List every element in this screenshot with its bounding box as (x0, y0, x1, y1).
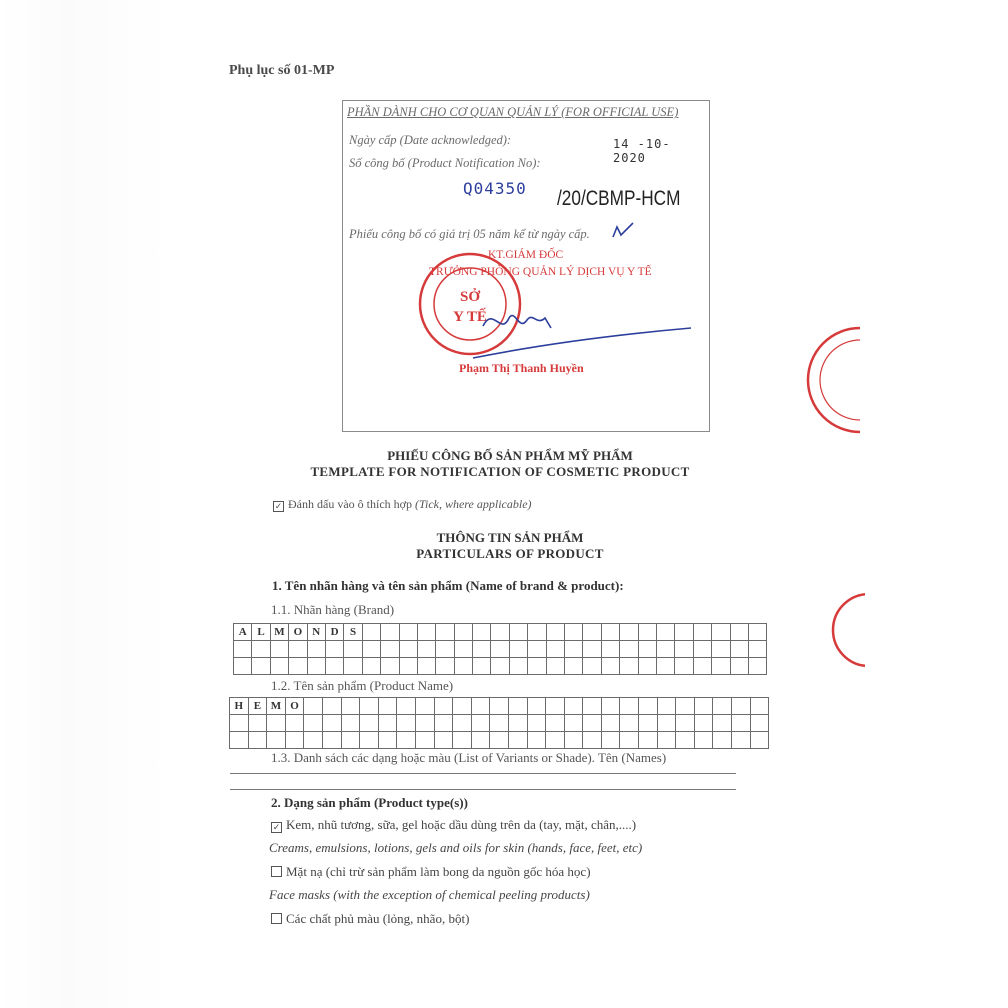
official-header: PHẦN DÀNH CHO CƠ QUAN QUẢN LÝ (FOR OFFICIAL USE) (347, 105, 679, 119)
grid-cell (620, 624, 638, 641)
section-1-heading: 1. Tên nhãn hàng và tên sản phẩm (Name of brand & product): (272, 578, 624, 593)
grid-cell (363, 624, 381, 641)
grid-cell (694, 658, 712, 675)
grid-cell (453, 732, 472, 749)
grid-cell: E (249, 698, 268, 715)
grid-cell (455, 641, 473, 658)
grid-cell (546, 732, 565, 749)
grid-cell (271, 658, 289, 675)
divider-line (230, 789, 736, 790)
grid-cell (565, 715, 584, 732)
signer-department: TRƯỞNG PHÒNG QUẢN LÝ DỊCH VỤ Y TẾ (429, 266, 652, 278)
grid-cell (400, 641, 418, 658)
margin-seal-icon (800, 320, 860, 440)
initial-mark-icon (611, 221, 635, 241)
grid-cell (490, 732, 509, 749)
option-2-vn: Mặt nạ (chỉ trừ sản phẩm làm bong da nguồn gốc hóa học) (286, 864, 591, 879)
grid-cell (360, 698, 379, 715)
grid-cell (436, 658, 454, 675)
grid-cell (712, 641, 730, 658)
grid-cell (602, 698, 621, 715)
grid-cell (304, 715, 323, 732)
checked-box-icon: ✓ (272, 822, 281, 832)
grid-cell (712, 624, 730, 641)
grid-cell (453, 698, 472, 715)
grid-cell (509, 698, 528, 715)
grid-cell (583, 624, 601, 641)
grid-cell (675, 624, 693, 641)
grid-cell (289, 641, 307, 658)
grid-cell (234, 641, 252, 658)
grid-cell (510, 641, 528, 658)
option-1-vn: Kem, nhũ tương, sữa, gel hoặc dầu dùng trên da (tay, mặt, chân,....) (286, 817, 637, 832)
grid-cell (491, 658, 509, 675)
grid-cell (326, 641, 344, 658)
grid-cell (491, 641, 509, 658)
grid-cell (565, 732, 584, 749)
grid-cell (602, 641, 620, 658)
option-2-en: Face masks (with the exception of chemical peeling products) (269, 887, 590, 902)
grid-cell (694, 641, 712, 658)
grid-cell (453, 715, 472, 732)
grid-cell (234, 658, 252, 675)
particulars-title-vn: THÔNG TIN SẢN PHẨM (436, 530, 584, 545)
grid-cell (547, 624, 565, 641)
grid-cell (271, 641, 289, 658)
grid-cell (360, 715, 379, 732)
grid-cell (249, 732, 268, 749)
page-edge-shadow (0, 0, 168, 1008)
grid-cell (510, 624, 528, 641)
grid-cell (360, 732, 379, 749)
grid-cell (286, 715, 305, 732)
grid-cell (491, 624, 509, 641)
grid-cell (657, 624, 675, 641)
product-name-label: 1.2. Tên sản phẩm (Product Name) (271, 678, 454, 693)
grid-cell (751, 732, 770, 749)
grid-cell (751, 698, 770, 715)
grid-cell (381, 624, 399, 641)
particulars-title-en: PARTICULARS OF PRODUCT (416, 546, 604, 561)
number-label: Số công bố (Product Notification No): (349, 156, 541, 170)
grid-cell (602, 715, 621, 732)
grid-cell (749, 624, 767, 641)
grid-cell (565, 658, 583, 675)
grid-cell (472, 715, 491, 732)
grid-cell (379, 732, 398, 749)
grid-cell (658, 698, 677, 715)
notification-number: Q04350 (463, 179, 527, 198)
grid-cell (342, 732, 361, 749)
grid-cell (397, 698, 416, 715)
grid-cell (731, 658, 749, 675)
grid-cell (694, 624, 712, 641)
grid-cell (546, 698, 565, 715)
grid-cell (381, 658, 399, 675)
form-title-en: TEMPLATE FOR NOTIFICATION OF COSMETIC PRODUCT (310, 464, 690, 479)
grid-cell (675, 641, 693, 658)
grid-cell (267, 732, 286, 749)
grid-cell (565, 698, 584, 715)
notification-suffix: /20/CBMP-HCM (557, 187, 681, 210)
official-use-box (342, 100, 710, 432)
grid-cell (490, 715, 509, 732)
brand-label: 1.1. Nhãn hàng (Brand) (271, 602, 395, 617)
grid-cell: O (289, 624, 307, 641)
grid-cell (510, 658, 528, 675)
grid-cell (379, 715, 398, 732)
grid-cell (602, 624, 620, 641)
grid-cell (658, 715, 677, 732)
grid-cell (363, 641, 381, 658)
grid-cell (676, 732, 695, 749)
grid-cell: L (252, 624, 270, 641)
grid-cell (732, 732, 751, 749)
date-label: Ngày cấp (Date acknowledged): (349, 133, 512, 147)
form-title-vn: PHIẾU CÔNG BỐ SẢN PHẨM MỸ PHẨM (387, 448, 633, 463)
grid-cell (732, 715, 751, 732)
grid-cell (565, 641, 583, 658)
grid-cell (546, 715, 565, 732)
grid-cell (639, 732, 658, 749)
grid-cell (675, 658, 693, 675)
product-type-option-2 (271, 864, 591, 880)
date-value: 14 -10- 2020 (613, 137, 671, 165)
brand-letter-grid (233, 623, 767, 675)
grid-cell (712, 658, 730, 675)
validity-note: Phiếu công bố có giá trị 05 năm kể từ ngày cấp. (349, 227, 590, 241)
grid-cell (400, 658, 418, 675)
grid-cell (342, 715, 361, 732)
grid-cell (418, 658, 436, 675)
grid-cell (695, 698, 714, 715)
svg-text:Y TẾ: Y TẾ (453, 309, 487, 325)
grid-cell (657, 658, 675, 675)
grid-cell (620, 732, 639, 749)
grid-cell (695, 732, 714, 749)
grid-cell (583, 715, 602, 732)
grid-cell (416, 698, 435, 715)
grid-cell: S (344, 624, 362, 641)
option-3-vn: Các chất phủ màu (lỏng, nhão, bột) (286, 911, 470, 926)
grid-cell (379, 698, 398, 715)
grid-cell (436, 641, 454, 658)
grid-cell (528, 624, 546, 641)
grid-cell (657, 641, 675, 658)
grid-cell (509, 732, 528, 749)
divider-line (230, 773, 736, 774)
grid-cell (547, 658, 565, 675)
grid-cell (473, 624, 491, 641)
grid-cell (435, 715, 454, 732)
grid-cell (455, 624, 473, 641)
grid-cell (528, 698, 547, 715)
grid-cell: A (234, 624, 252, 641)
grid-cell (230, 715, 249, 732)
grid-cell (308, 658, 326, 675)
svg-text:SỞ: SỞ (459, 289, 481, 305)
product-type-option-3 (271, 911, 469, 927)
grid-cell (602, 658, 620, 675)
grid-cell (639, 624, 657, 641)
grid-cell (639, 658, 657, 675)
grid-cell (472, 698, 491, 715)
grid-cell (751, 715, 770, 732)
grid-cell (620, 658, 638, 675)
grid-cell (418, 641, 436, 658)
grid-cell (435, 732, 454, 749)
grid-cell (397, 715, 416, 732)
grid-cell (583, 658, 601, 675)
grid-cell (363, 658, 381, 675)
grid-cell (676, 698, 695, 715)
grid-cell (639, 641, 657, 658)
grid-cell (528, 641, 546, 658)
annex-label: Phụ lục số 01-MP (229, 63, 335, 78)
grid-cell (528, 658, 546, 675)
grid-cell (731, 624, 749, 641)
grid-cell (308, 641, 326, 658)
grid-cell (565, 624, 583, 641)
margin-seal-fragment-icon (825, 590, 865, 670)
grid-cell (583, 698, 602, 715)
tick-instruction-en: (Tick, where applicable) (414, 497, 532, 511)
grid-cell (695, 715, 714, 732)
grid-cell (749, 658, 767, 675)
variants-label: 1.3. Danh sách các dạng hoặc màu (List of Variants or Shade). Tên (Names) (271, 750, 667, 765)
grid-cell (436, 624, 454, 641)
grid-cell: D (326, 624, 344, 641)
grid-cell (344, 641, 362, 658)
grid-cell (676, 715, 695, 732)
tick-instruction-vn: Đánh dấu vào ô thích hợp (288, 497, 412, 511)
unchecked-box-icon (271, 913, 282, 924)
grid-cell (252, 641, 270, 658)
grid-cell (602, 732, 621, 749)
grid-cell (304, 698, 323, 715)
signer-name: Phạm Thị Thanh Huyền (459, 361, 584, 375)
grid-cell (323, 715, 342, 732)
grid-cell (658, 732, 677, 749)
grid-cell (472, 732, 491, 749)
grid-cell: O (286, 698, 305, 715)
grid-cell (416, 732, 435, 749)
signer-role: KT.GIÁM ĐỐC (488, 249, 564, 261)
grid-cell (490, 698, 509, 715)
grid-cell (418, 624, 436, 641)
grid-cell (713, 698, 732, 715)
grid-cell (304, 732, 323, 749)
grid-cell (455, 658, 473, 675)
grid-cell (713, 715, 732, 732)
unchecked-box-icon (271, 866, 282, 877)
grid-cell (400, 624, 418, 641)
grid-cell (473, 658, 491, 675)
grid-cell (620, 698, 639, 715)
grid-cell (583, 641, 601, 658)
grid-cell: M (267, 698, 286, 715)
grid-cell (713, 732, 732, 749)
grid-cell (286, 732, 305, 749)
grid-cell (639, 715, 658, 732)
grid-cell (435, 698, 454, 715)
grid-cell (749, 641, 767, 658)
grid-cell: N (308, 624, 326, 641)
grid-cell (252, 658, 270, 675)
signature-icon (463, 296, 693, 366)
grid-cell (731, 641, 749, 658)
product-type-option-1 (271, 817, 636, 833)
grid-cell (732, 698, 751, 715)
grid-cell (528, 715, 547, 732)
grid-cell (323, 732, 342, 749)
grid-cell: H (230, 698, 249, 715)
grid-cell (326, 658, 344, 675)
grid-cell (323, 698, 342, 715)
checked-box-icon: ✓ (274, 501, 283, 511)
grid-cell: M (271, 624, 289, 641)
tick-instruction (273, 497, 532, 512)
grid-cell (267, 715, 286, 732)
grid-cell (397, 732, 416, 749)
section-2-heading: 2. Dạng sản phẩm (Product type(s)) (271, 795, 468, 810)
grid-cell (528, 732, 547, 749)
option-1-en: Creams, emulsions, lotions, gels and oils for skin (hands, face, feet, etc) (269, 840, 643, 855)
grid-cell (249, 715, 268, 732)
grid-cell (344, 658, 362, 675)
grid-cell (289, 658, 307, 675)
grid-cell (473, 641, 491, 658)
grid-cell (620, 641, 638, 658)
grid-cell (639, 698, 658, 715)
grid-cell (381, 641, 399, 658)
product-letter-grid (229, 697, 769, 749)
grid-cell (620, 715, 639, 732)
grid-cell (547, 641, 565, 658)
grid-cell (509, 715, 528, 732)
grid-cell (230, 732, 249, 749)
grid-cell (416, 715, 435, 732)
grid-cell (583, 732, 602, 749)
grid-cell (342, 698, 361, 715)
